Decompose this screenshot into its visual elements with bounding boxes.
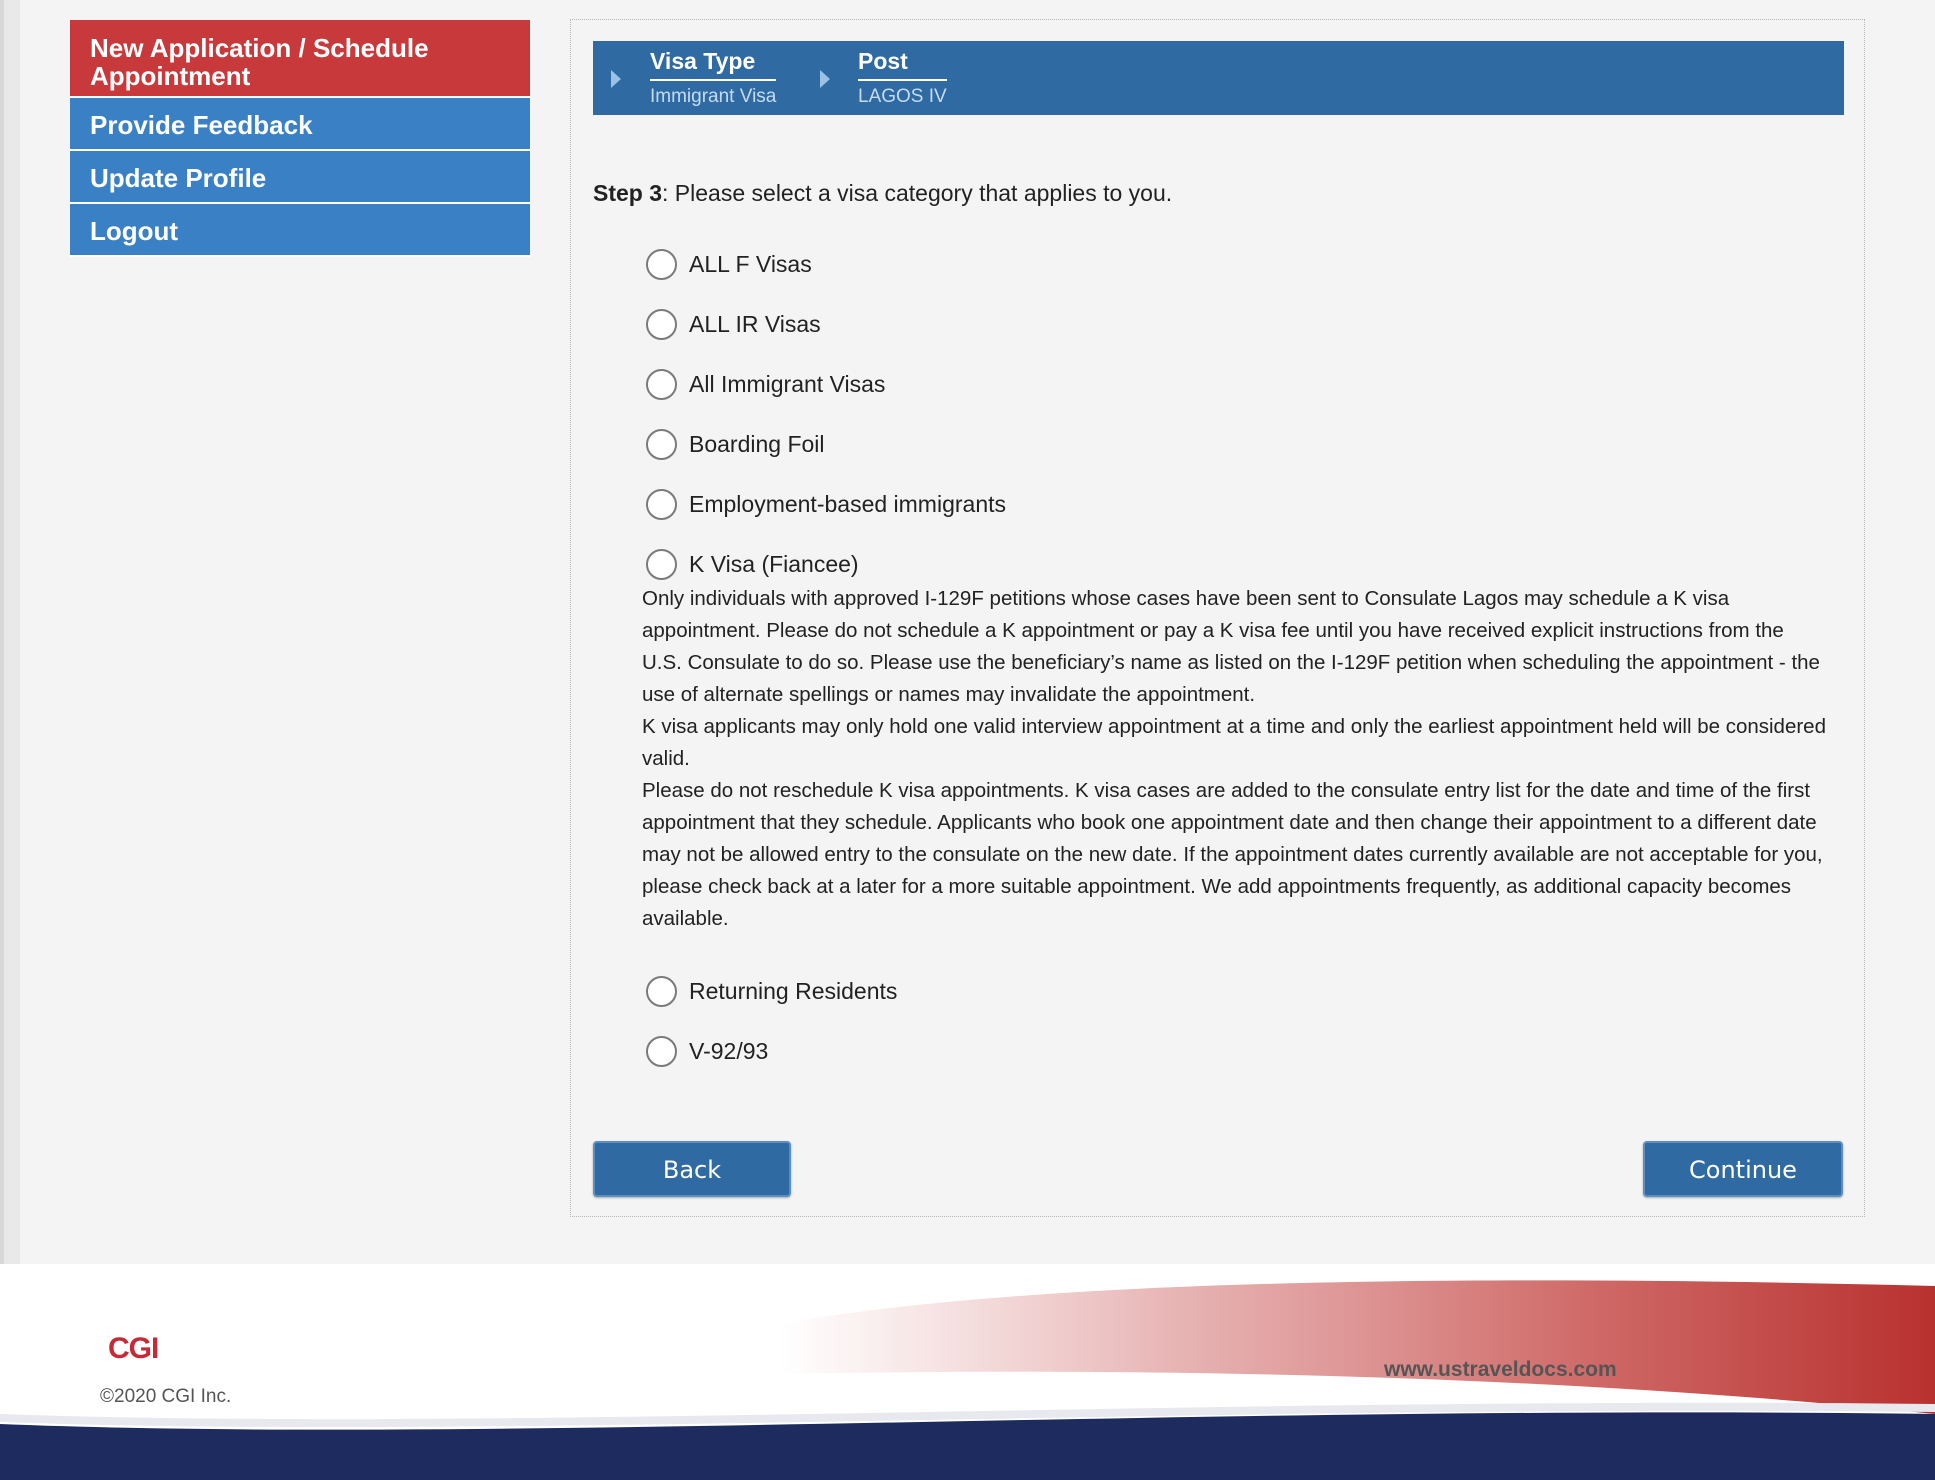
site-url-link[interactable]: www.ustraveldocs.com <box>1384 1358 1617 1381</box>
option-label: All Immigrant Visas <box>689 371 886 397</box>
sidebar-item-provide-feedback[interactable] <box>70 98 530 151</box>
breadcrumb-value: Immigrant Visa <box>650 86 777 107</box>
breadcrumb <box>593 41 1844 115</box>
breadcrumb-value: LAGOS IV <box>858 86 947 107</box>
option-k-visa[interactable] <box>646 549 859 580</box>
radio-button[interactable] <box>646 976 677 1007</box>
chevron-right-icon <box>611 70 621 88</box>
sidebar-item-label: New Application / Schedule Appointment <box>90 33 429 91</box>
radio-button[interactable] <box>646 249 677 280</box>
option-label: Returning Residents <box>689 978 898 1004</box>
sidebar-item-update-profile[interactable] <box>70 151 530 204</box>
option-label: Employment-based immigrants <box>689 491 1007 517</box>
k-visa-notice <box>642 583 1827 935</box>
sidebar-item-label: Update Profile <box>90 163 267 193</box>
footer-wave-graphic <box>0 1264 1935 1480</box>
option-all-immigrant-visas[interactable] <box>646 369 885 400</box>
option-label: V-92/93 <box>689 1038 769 1064</box>
radio-button[interactable] <box>646 549 677 580</box>
step-instruction <box>593 180 1172 207</box>
radio-button[interactable] <box>646 309 677 340</box>
sidebar-menu <box>70 20 530 257</box>
back-button[interactable]: Back <box>593 1141 791 1197</box>
sidebar-item-logout[interactable] <box>70 204 530 257</box>
breadcrumb-visa-type[interactable] <box>650 47 776 108</box>
option-all-ir-visas[interactable] <box>646 309 821 340</box>
sidebar-item-new-application[interactable] <box>70 20 530 98</box>
notice-paragraph: Please do not reschedule K visa appointments. K visa cases are added to the consulate entry list for the date and time of the first appointment that they schedule. Applicants who book one appointment date and then change their appointment to a different date may not be allowed entry to the consulate on the new date. If the appointment dates currently available are not acceptable for you, please check back at a later for a more suitable appointment. We add appointments frequently, as additional capacity becomes available. <box>642 779 1823 930</box>
step-number: Step 3 <box>593 180 663 206</box>
option-label: ALL F Visas <box>689 251 812 277</box>
option-boarding-foil[interactable] <box>646 429 825 460</box>
radio-button[interactable] <box>646 1036 677 1067</box>
radio-button[interactable] <box>646 429 677 460</box>
option-returning-residents[interactable] <box>646 976 897 1007</box>
sidebar-item-label: Provide Feedback <box>90 110 313 140</box>
cgi-logo: CGI <box>108 1332 159 1365</box>
option-label: Boarding Foil <box>689 431 825 457</box>
radio-button[interactable] <box>646 369 677 400</box>
option-label: ALL IR Visas <box>689 311 821 337</box>
page-content <box>20 0 1935 1264</box>
sidebar-item-label: Logout <box>90 216 179 246</box>
option-v-92-93[interactable] <box>646 1036 768 1067</box>
notice-paragraph: K visa applicants may only hold one valid interview appointment at a time and only the earliest appointment held will be considered valid. <box>642 715 1826 770</box>
copyright-text: ©2020 CGI Inc. <box>100 1386 232 1407</box>
breadcrumb-title: Post <box>858 47 947 81</box>
option-label: K Visa (Fiancee) <box>689 551 859 577</box>
chevron-right-icon <box>820 70 830 88</box>
breadcrumb-title: Visa Type <box>650 47 776 81</box>
continue-button[interactable]: Continue <box>1643 1141 1843 1197</box>
window-edge <box>0 0 4 1480</box>
visa-category-panel <box>570 19 1865 1217</box>
radio-button[interactable] <box>646 489 677 520</box>
breadcrumb-post[interactable] <box>858 47 947 108</box>
footer <box>0 1264 1935 1480</box>
option-all-f-visas[interactable] <box>646 249 812 280</box>
option-employment-based[interactable] <box>646 489 1006 520</box>
notice-paragraph: Only individuals with approved I-129F petitions whose cases have been sent to Consulate Lagos may schedule a K visa appointment. Please do not schedule a K appointment or pay a K visa fee until you have received explicit instructions from the U.S. Consulate to do so. Please use the beneficiary’s name as listed on the I-129F petition when scheduling the appointment - the use of alternate spellings or names may invalidate the appointment. <box>642 587 1820 706</box>
step-text: : Please select a visa category that applies to you. <box>662 180 1173 206</box>
